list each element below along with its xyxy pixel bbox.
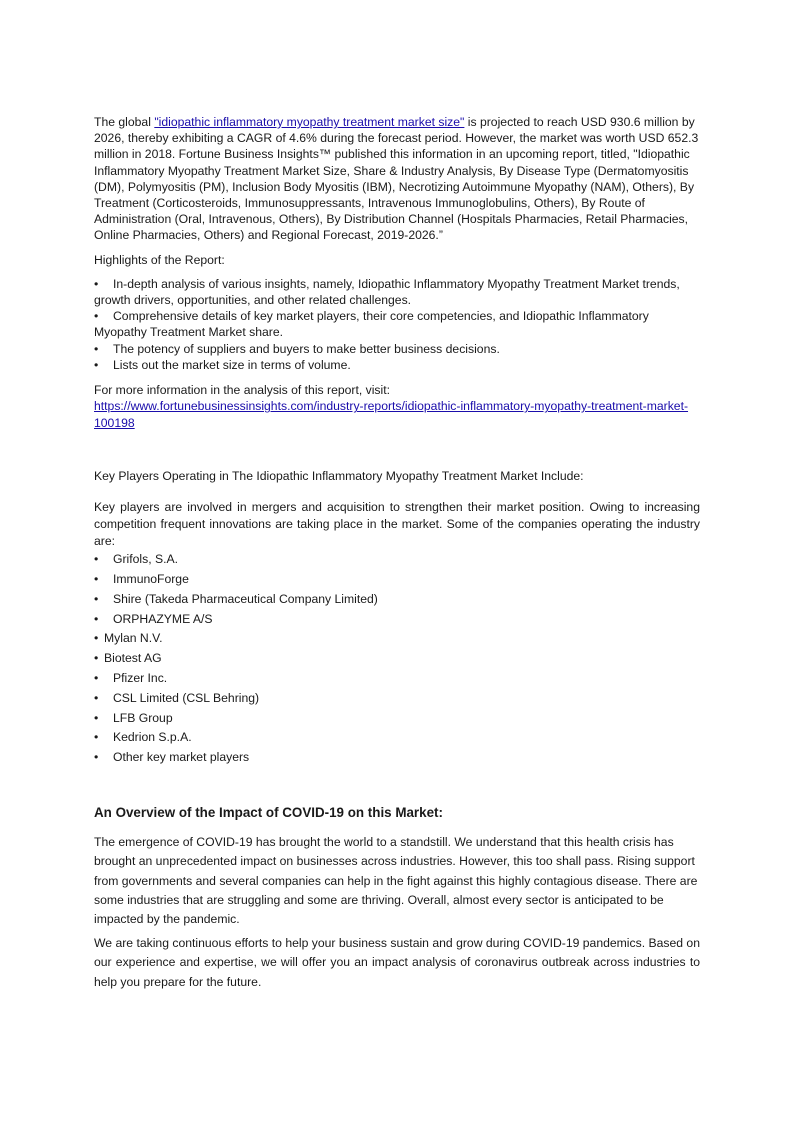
- company-list: [94, 550, 700, 768]
- intro-paragraph: [94, 114, 700, 244]
- bullet-icon: •: [94, 357, 99, 372]
- list-item: • The potency of suppliers and buyers to make better business decisions.: [94, 341, 500, 356]
- more-info-paragraph: [94, 382, 700, 431]
- list-item: • CSL Limited (CSL Behring): [94, 689, 700, 709]
- bullet-icon: •: [94, 591, 99, 606]
- bullet-icon: •: [94, 631, 99, 646]
- covid-paragraph-1: The emergence of COVID-19 has brought the world to a standstill. We understand that this health crisis has brought an unprecedented impact on businesses across industries. However, this too shall pass. Rising support from governments and several companies can help in the fight against this highly contagious disease. There are some industries that are struggling and some are thriving. Overall, almost every sector is anticipated to be impacted by the pandemic.: [94, 835, 698, 926]
- market-size-link[interactable]: "idiopathic inflammatory myopathy treatment market size": [154, 115, 465, 129]
- list-item: • Lists out the market size in terms of volume.: [94, 357, 351, 372]
- list-item: • Other key market players: [94, 748, 700, 768]
- bullet-icon: •: [94, 690, 99, 705]
- list-item: • Mylan N.V.: [94, 629, 700, 649]
- bullet-icon: •: [94, 572, 99, 587]
- bullet-icon: •: [94, 730, 99, 745]
- report-url-link[interactable]: https://www.fortunebusinessinsights.com/industry-reports/idiopathic-inflammatory-myopathy-treatment-market-100198: [94, 399, 689, 430]
- bullet-icon: •: [94, 750, 99, 765]
- list-item: • Grifols, S.A.: [94, 550, 700, 570]
- covid-paragraph-2: We are taking continuous efforts to help your business sustain and grow during COVID-19 pandemics. Based on our experience and expertise, we will offer you an impact analysis of coronavirus outbreak across industries to help you prepare for the future.: [94, 936, 700, 989]
- list-item: • ImmunoForge: [94, 570, 700, 590]
- highlights-list: [94, 276, 700, 373]
- list-item: • LFB Group: [94, 709, 700, 729]
- bullet-icon: •: [94, 710, 99, 725]
- key-players-paragraph: Key players are involved in mergers and acquisition to strengthen their market position. Owing to increasing competition frequent innovations are taking place in the market. Some of the companies operating the industry are:: [94, 500, 700, 549]
- bullet-icon: •: [94, 276, 99, 291]
- bullet-icon: •: [94, 611, 99, 626]
- covid-section-title: An Overview of the Impact of COVID-19 on this Market:: [94, 805, 443, 821]
- list-item: • Shire (Takeda Pharmaceutical Company Limited): [94, 590, 700, 610]
- list-item: • Comprehensive details of key market players, their core competencies, and Idiopathic Inflammatory Myopathy Treatment Market share.: [94, 309, 649, 340]
- more-info-text: For more information in the analysis of this report, visit:: [94, 383, 390, 398]
- document-page: [94, 114, 700, 992]
- bullet-icon: •: [94, 309, 99, 324]
- list-item: • In-depth analysis of various insights, namely, Idiopathic Inflammatory Myopathy Treatment Market trends, growth drivers, opportunities, and other related challenges.: [94, 276, 680, 308]
- bullet-icon: •: [94, 651, 99, 666]
- list-item: • Biotest AG: [94, 649, 700, 669]
- intro-body: is projected to reach USD 930.6 million by 2026, thereby exhibiting a CAGR of 4.6% during the forecast period. However, the market was worth USD 652.3 million in 2018. Fortune Business Insights™ published this information in an upcoming report, titled, "Idiopathic Inflammatory Myopathy Treatment Market Size, Share & Industry Analysis, By Disease Type (Dermatomyositis (DM), Polymyositis (PM), Inclusion Body Myositis (IBM), Necrotizing Autoimmune Myopathy (NAM), Others), By Treatment (Corticosteroids, Immunosuppressants, Intravenous Immunoglobulins, Others), By Route of Administration (Oral, Intravenous, Others), By Distribution Channel (Hospitals Pharmacies, Retail Pharmacies, Online Pharmacies, Others) and Regional Forecast, 2019-2026.”: [94, 115, 699, 243]
- key-players-heading: Key Players Operating in The Idiopathic Inflammatory Myopathy Treatment Market Include:: [94, 469, 584, 484]
- list-item: • Pfizer Inc.: [94, 669, 700, 689]
- bullet-icon: •: [94, 671, 99, 686]
- highlights-heading: Highlights of the Report:: [94, 252, 225, 267]
- intro-prefix: The global: [94, 115, 155, 129]
- list-item: • ORPHAZYME A/S: [94, 610, 700, 630]
- list-item: • Kedrion S.p.A.: [94, 728, 700, 748]
- bullet-icon: •: [94, 341, 99, 356]
- bullet-icon: •: [94, 552, 99, 567]
